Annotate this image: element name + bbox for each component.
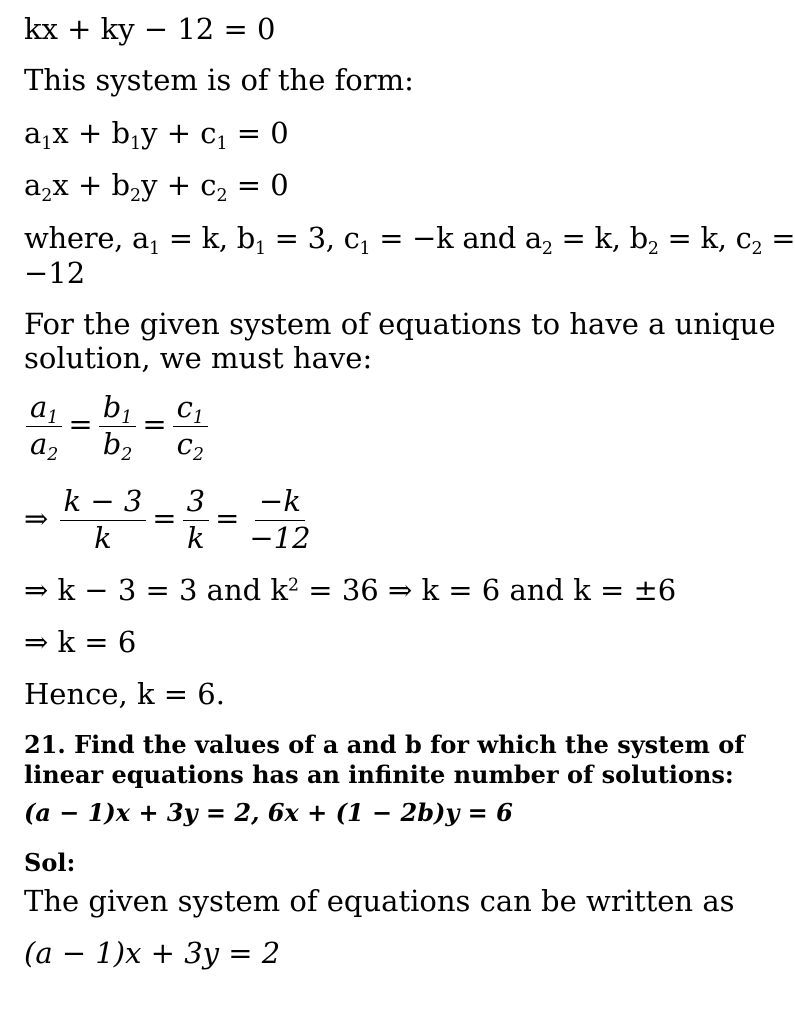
coefficients-line-cont: −12 [24, 256, 86, 290]
text-line: This system is of the form: [24, 63, 414, 97]
ratio-substituted: ⇒ $\frac{k - 3}{k}$ = $\frac{3}{k}$ = $\frac{-k}{-12}$ [24, 486, 317, 555]
question-heading: linear equations has an infinite number of solutions: [24, 760, 734, 789]
fraction: $\frac{a_1}{a_2}$ [26, 392, 62, 461]
question-heading: 21. Find the values of a and b for which the system of [24, 730, 745, 759]
conclusion-line: Hence, k = 6. [24, 677, 225, 711]
result-line: ⇒ k − 3 = 3 and $k^2 = 36$ ⇒ k = 6 and k = ±6 [24, 573, 677, 607]
equation-line: (a − 1)x + 3y = 2 [24, 936, 281, 970]
question-equation: (a − 1)x + 3y = 2, 6x + (1 − 2b)y = 6 [24, 798, 513, 827]
fraction: $\frac{3}{k}$ [183, 486, 209, 555]
ratio-condition: $\frac{a_1}{a_2}$ = $\frac{b_1}{b_2}$ = $\frac{c_1}{c_2}$ [24, 392, 210, 461]
fraction: $\frac{c_1}{c_2}$ [173, 392, 208, 461]
text-line: solution, we must have: [24, 341, 373, 375]
fraction: $\frac{k - 3}{k}$ [60, 486, 147, 555]
text-line: The given system of equations can be written as [24, 884, 735, 918]
coefficients-line: where, $a_1 = k$, $b_1 = 3$, $c_1 = -k$ and $a_2 = k$, $b_2 = k$, $c_2$ = [24, 221, 795, 260]
fraction: $\frac{-k}{-12}$ [249, 484, 311, 555]
general-equation-1: $a_1x + b_1y + c_1 = 0$ [24, 116, 289, 155]
result-line: ⇒ k = 6 [24, 625, 137, 659]
text-line: For the given system of equations to have a unique [24, 307, 776, 341]
equation-line: kx + ky − 12 = 0 [24, 12, 276, 46]
general-equation-2: $a_2x + b_2y + c_2 = 0$ [24, 168, 289, 207]
solution-label: Sol: [24, 848, 76, 877]
fraction: $\frac{b_1}{b_2}$ [99, 392, 137, 461]
